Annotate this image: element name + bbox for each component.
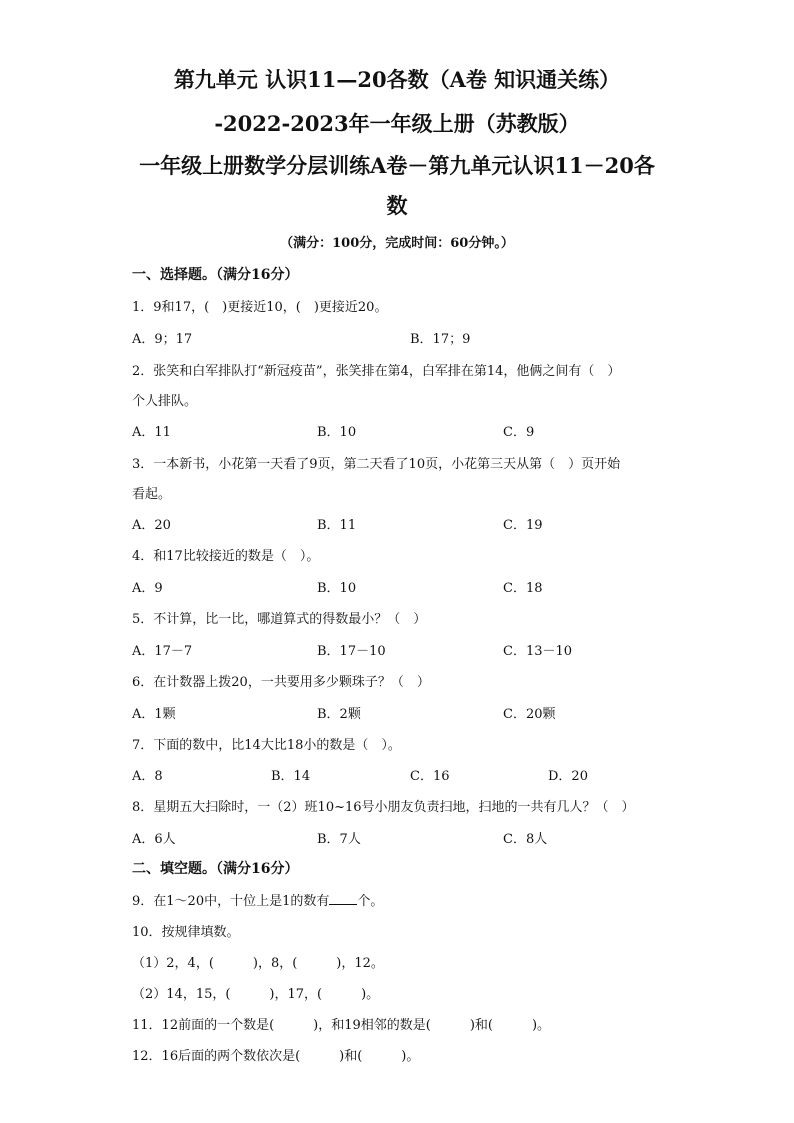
q5-option-c: C．13－10 <box>503 644 573 659</box>
question-3: 3．一本新书，小花第一天看了9页，第二天看了10页，小花第三天从第（ ）页开始 <box>132 457 621 472</box>
q7-option-a: A．8 <box>132 769 163 784</box>
q1-option-a: A．9；17 <box>132 332 193 347</box>
q1-option-b: B．17；9 <box>410 332 471 347</box>
q6-option-a: A．1颗 <box>132 707 176 722</box>
q8-option-c: C．8人 <box>503 832 548 847</box>
q7-option-d: D．20 <box>548 769 588 784</box>
question-8: 8．星期五大扫除时，一（2）班10~16号小朋友负责扫地，扫地的一共有几人？（ ） <box>132 800 635 815</box>
q6-option-c: C．20颗 <box>503 707 556 722</box>
question-9 <box>132 890 383 909</box>
question-6: 6．在计数器上拨20，一共要用多少颗珠子？（ ） <box>132 675 430 690</box>
title-line-3: 一年级上册数学分层训练A卷－第九单元认识11－20各 <box>139 153 655 178</box>
question-5: 5．不计算，比一比，哪道算式的得数最小？（ ） <box>132 612 427 627</box>
question-11: 11．12前面的一个数是( )，和19相邻的数是( )和( )。 <box>132 1018 551 1033</box>
title-line-4: 数 <box>386 193 408 218</box>
question-10-part-1: （1）2，4，( )，8，( )，12。 <box>132 956 384 971</box>
question-10: 10．按规律填数。 <box>132 925 240 940</box>
question-4: 4．和17比较接近的数是（ ）。 <box>132 549 320 564</box>
title-line-1: 第九单元 认识11—20各数（A卷 知识通关练） <box>173 67 621 92</box>
question-12: 12．16后面的两个数依次是( )和( )。 <box>132 1049 420 1064</box>
question-9-suffix: 个。 <box>357 894 384 909</box>
q7-option-c: C．16 <box>410 769 450 784</box>
question-2: 2．张笑和白军排队打“新冠疫苗”，张笑排在第4，白军排在第14，他俩之间有（ ） <box>132 364 621 379</box>
q5-option-b: B．17－10 <box>317 644 386 659</box>
q4-option-c: C．18 <box>503 581 543 596</box>
q2-option-c: C．9 <box>503 425 535 440</box>
q3-option-b: B．11 <box>317 518 357 533</box>
q7-option-b: B．14 <box>271 769 311 784</box>
title-line-2: -2022-2023年一年级上册（苏教版） <box>214 111 580 136</box>
q3-option-a: A．20 <box>132 518 171 533</box>
q2-option-a: A．11 <box>132 425 171 440</box>
question-10-part-2: （2）14，15，( )，17，( )。 <box>132 987 380 1002</box>
q8-option-a: A．6人 <box>132 832 176 847</box>
q4-option-b: B．10 <box>317 581 357 596</box>
question-7: 7．下面的数中，比14大比18小的数是（ ）。 <box>132 738 401 753</box>
q5-option-a: A．17－7 <box>132 644 193 659</box>
section-1-heading: 一、选择题。（满分16分） <box>132 267 299 283</box>
q6-option-b: B．2颗 <box>317 707 361 722</box>
question-2-cont: 个人排队。 <box>132 394 198 409</box>
score-time-note: （满分：100分，完成时间：60分钟。） <box>280 236 514 251</box>
question-3-cont: 看起。 <box>132 487 172 502</box>
q8-option-b: B．7人 <box>317 832 361 847</box>
question-1: 1．9和17，( )更接近10，( )更接近20。 <box>132 300 388 315</box>
answer-blank[interactable] <box>329 892 357 905</box>
q2-option-b: B．10 <box>317 425 357 440</box>
section-2-heading: 二、填空题。（满分16分） <box>132 861 299 877</box>
q3-option-c: C．19 <box>503 518 543 533</box>
q4-option-a: A．9 <box>132 581 163 596</box>
question-9-text: 9．在1～20中，十位上是1的数有 <box>132 894 330 909</box>
